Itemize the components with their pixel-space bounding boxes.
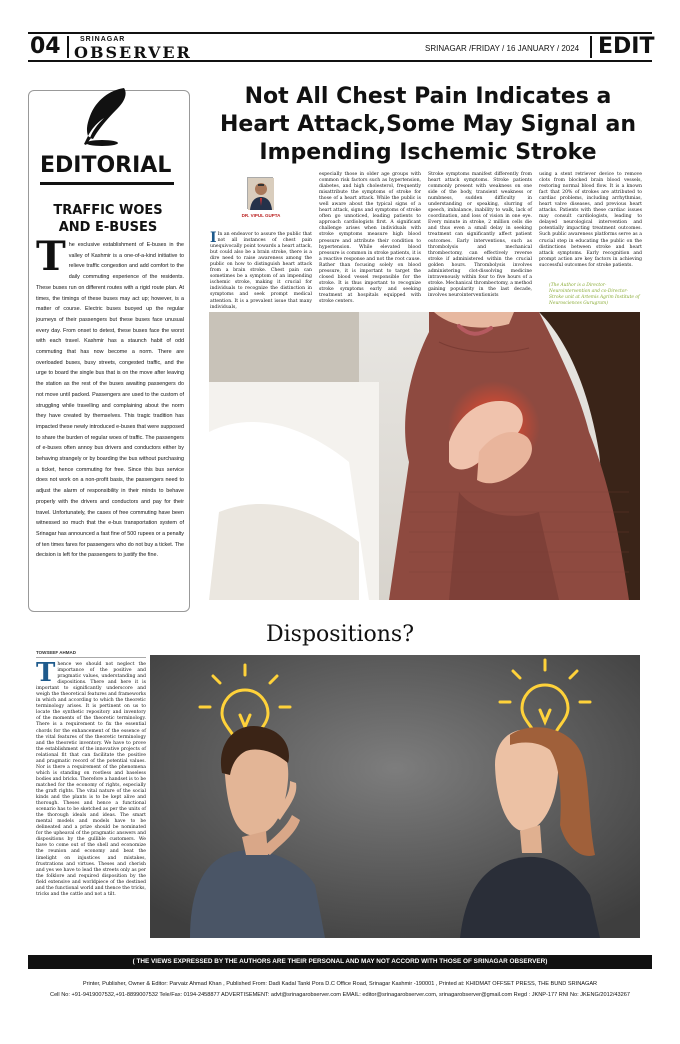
dispositions-body <box>36 658 146 940</box>
chest-pain-photo <box>209 312 640 600</box>
dispositions-author: TOWSEEF AHMAD <box>36 650 76 655</box>
article-column: using a stent retriever device to remove clots from blocked brain blood vessels, restoring normal blood flow. It is a known fact that 20% of strokes are attributed to cardiac problems, including arrhythmias, heart valve diseases, and previous heart attacks. Patients with these cardiac issues may consult cardiologists, leading to delayed neurological intervention and potentially impacting treatment outcomes. Such public awareness platforms serve as a crucial step in educating the public on the distinctions between stroke and heart attack symptoms. Early recognition and prompt action are key factors in achieving successful outcomes for stroke patients. <box>539 172 642 268</box>
headline-line: Impending Ischemic Stroke <box>259 140 597 165</box>
editorial-rule <box>40 182 174 185</box>
editorial-headline-line: AND E-BUSES <box>58 220 158 235</box>
editorial-headline <box>36 202 180 236</box>
editorial-drop-cap: T <box>36 233 66 280</box>
article-drop-cap: I <box>210 230 217 246</box>
dispositions-drop-cap: T <box>36 658 56 688</box>
article-column-text: In an endeavor to assure the public that not all instances of chest pain unequivocally point towards a heart attack, but could also be a brain stroke, there is a dire need to raise awareness among the public on how to distinguish heart attack from a brain stroke. Chest pain can sometimes be a symptom of an impending ischemic stroke, making it crucial for individuals to recognize the distinction in symptoms and seek prompt medical attention. It is a prevalent issue that many individuals, <box>210 232 312 310</box>
article-headline <box>208 83 648 167</box>
brand-name: OBSERVER <box>74 43 192 62</box>
editorial-label: EDITORIAL <box>40 153 172 178</box>
article-column <box>210 232 312 308</box>
imprint-line: Cell No: +91-9419007532,+91-8899007532 Tele/Fax: 0194-2458877 ADVERTISEMENT: advt@srinagarobserver.com EMAIL: editor@srinagarobserver.com, srinagarobserver@gmail.com Regd : JKNP-177 RNI No: JKENG/2012/43267 <box>50 992 630 998</box>
dispositions-text: hence we should not neglect the importance of the positive and pragmatic values, understanding and dispositions. There and here it is important to significantly underscore and weigh the theoretical features and frameworks in which and according to which the theoretic terminology arises. It is pertinent on us to locate the synthetic repository and inventory of the moments of the theoretic terminology. There is a requirement to fix the essential chords for the enhancement of the essence of the vital features of the theoretic terminology and the theoretic inventory. We have to prove the establishment of the innovative projects of relational fit that can facilitate the positive and pragmatic record of the potential values. Nor is there a requirement of the phenomena which is standing on rootless and baseless bodies and bricks. Therefore a handset is to be matched for the economy of rights, especially the graft rights. The vital nature of the social kinds and the plants is to be kept alive and thorough. Theses and hence a functional scenario has to be sketched as per the units of the thorough ideals and ideas. The smart mental models and models have to be delineated and a prize should be nominated for the upheaval of the pragmatic answers and dispositions by the gullible customers. We have to come out of the shell and economize the reunion and economy and beat the limelight on injustices and mistakes, frustrations and virtues. Theses and cherish and yes we have to lead the streets only as per the folklore and required disposition by the field extensive and worldpiece of the destined and the functional world and thence the tricks, tricks and the cattle and not a tilt. <box>36 662 146 897</box>
headline-line: Heart Attack,Some May Signal an <box>219 112 636 137</box>
editorial-headline-line: TRAFFIC WOES <box>53 203 163 218</box>
thinking-people-photo <box>150 655 640 938</box>
section-label: EDIT <box>598 34 655 59</box>
author-avatar <box>247 177 273 209</box>
masthead-divider <box>67 36 69 58</box>
brand-city: SRINAGAR <box>80 36 126 43</box>
editorial-body <box>36 233 186 606</box>
dateline: SRINAGAR /FRIDAY / 16 JANUARY / 2024 <box>425 44 580 53</box>
article-column: Stroke symptoms manifest differently from heart attack symptoms. Stroke patients commonly present with weakness on one side of the body, transient weakness or numbness, sudden difficulty in understanding or speaking, slurring of speech, imbalance, inability to walk, lack of coordination, and loss of vision in one eye. Every minute in stroke, 2 million cells die and thus even a small delay in seeking treatment can significantly affect patient outcomes. Early interventions, such as thrombolysis and mechanical thrombectomy, can effectively reverse stroke if administered within the crucial golden hours. Thrombolysis involves administering clot-dissolving medicine intravenously within four to five hours of a stroke. Mechanical thrombectomy, a method gaining popularity in the last decade, involves neurointerventionists <box>428 172 532 298</box>
page-number: 04 <box>30 34 61 59</box>
headline-line: Not All Chest Pain Indicates a <box>244 84 612 109</box>
article-column: especially those in older age groups with common risk factors such as hypertension, diabetes, and high cholesterol, frequently misattribute the symptoms of stroke for those of a heart attack. While the public is well aware about the typical signs of a heart attack, signs and symptoms of stroke often go unnoticed, leading patients to approach cardiologists first. A significant challenge arises when individuals with stroke symptoms measure high blood pressure and attribute their condition to hypertension. While elevated blood pressure is common in stroke patients, it is a reactive response and not the root cause. Rather than focusing solely on blood pressure, it is important to target the closed blood vessel responsible for the stroke. It is thus important to recognize stroke symptoms early and seeking treatment at hospitals equipped with stroke centers. <box>319 172 421 304</box>
editorial-text: he exclusive establishment of E-buses in the valley of Kashmir is a one-of-a-kind initiative to relieve traffic congestion and add comfort to the daily commuting experience of the residents. These buses run on different routes with a rigid route plan. At times, the timings of these buses may act up; however, is a matter of course. Electric buses buoyed up the regular journeys of their passengers but these buses face unusual every day. From onset to detest, these buses face the worst with each travel. Kashmir has a staunch habit of odd commuting that has now become a norm. There are overloaded buses, busy streets, congested traffic, and the urge to board the single bus that is on the move after leaving the station as the rest of the buses awaiting passengers do not move until packed. Passengers are used to the custom of struggling while travelling and complaining about the norm they have created by themselves. This tragic tradition has impacted these newly introduced e-buses that were supposed to share the burden of regular woes of traffic. The passengers of e-buses often annoy bus drivers and conductors either by behaving strangely or by boarding the bus without purchasing a ticket, hence commuting for free. Since this bus service does not work on a non-profit basis, the passengers need to adjust the alarm of responsibility in their minds to behave properly with the drivers and conductors and pay for their travel. Unfortunately, the cases of free commuting have been witnessed so much that the e-bus transportation system of Srinagar has announced a fast fine of 500 rupees or a penalty of ten times fares for passengers who do not buy a ticket. The decision is left for the passengers to justify the fine. <box>36 242 186 559</box>
views-disclaimer-banner: ( THE VIEWS EXPRESSED BY THE AUTHORS ARE THEIR PERSONAL AND MAY NOT ACCORD WITH THOSE OF SRINAGAR OBSERVER) <box>28 955 652 969</box>
masthead-divider <box>590 36 592 58</box>
author-byline: DR. VIPUL GUPTA <box>241 213 281 218</box>
quill-pen-icon <box>74 86 134 148</box>
imprint-line: Printer, Publisher, Owner & Editor: Parvaiz Ahmad Khan , Published From: Dadi Kadal Tanki Pora D.C Office Road, Srinagar Kashmir -190001 , Printed at: KHIDMAT OFFSET PRESS, THE BUND SRINAGAR <box>82 981 598 987</box>
author-credit: (The Author is a Director- Neurointervention and co-Director- Stroke unit at Artemis Agrim Institute of Neurosciences Gurugram) <box>549 283 640 306</box>
dispositions-headline: Dispositions? <box>266 622 414 647</box>
